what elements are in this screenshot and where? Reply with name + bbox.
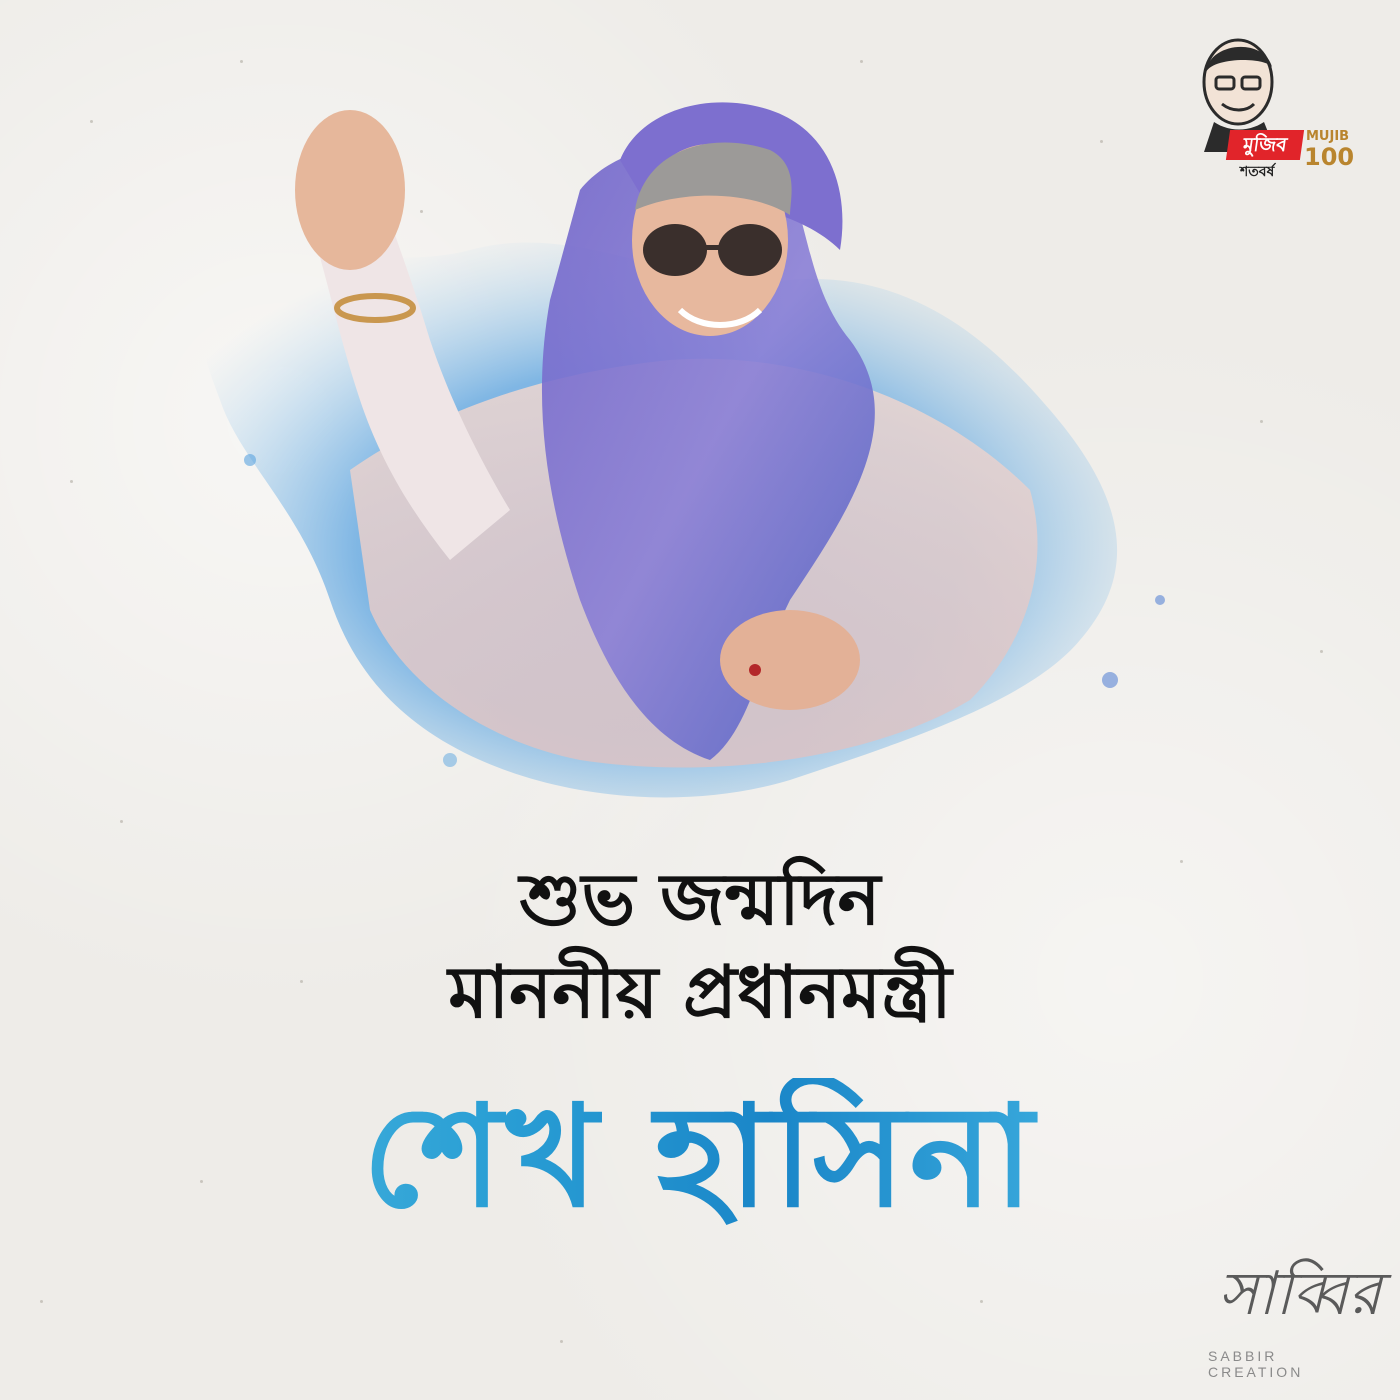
- designer-signature: [1208, 1248, 1382, 1380]
- mujib-100-logo: [1178, 28, 1368, 180]
- waving-hand: [295, 110, 405, 270]
- mujib-badge: মুজিব: [1226, 130, 1304, 160]
- signature-mark: সাব্বির: [1218, 1259, 1382, 1329]
- greeting-line-1: শুভ জন্মদিন: [519, 857, 881, 941]
- portrait-illustration: [150, 40, 1210, 820]
- clasped-hands: [720, 610, 860, 710]
- ring: [749, 664, 761, 676]
- signature-caption: SABBIR CREATION: [1208, 1348, 1304, 1380]
- mujib-number: 100: [1304, 143, 1355, 171]
- mujib-badge-sub: শতবর্ষ: [1240, 164, 1275, 180]
- mujib-en-label: MUJIB: [1306, 129, 1350, 144]
- name-title: শেখ হাসিনা: [0, 1078, 1400, 1238]
- watercolor-portrait: [150, 40, 1210, 820]
- greeting-line-2: মাননীয় প্রধানমন্ত্রী: [448, 950, 952, 1034]
